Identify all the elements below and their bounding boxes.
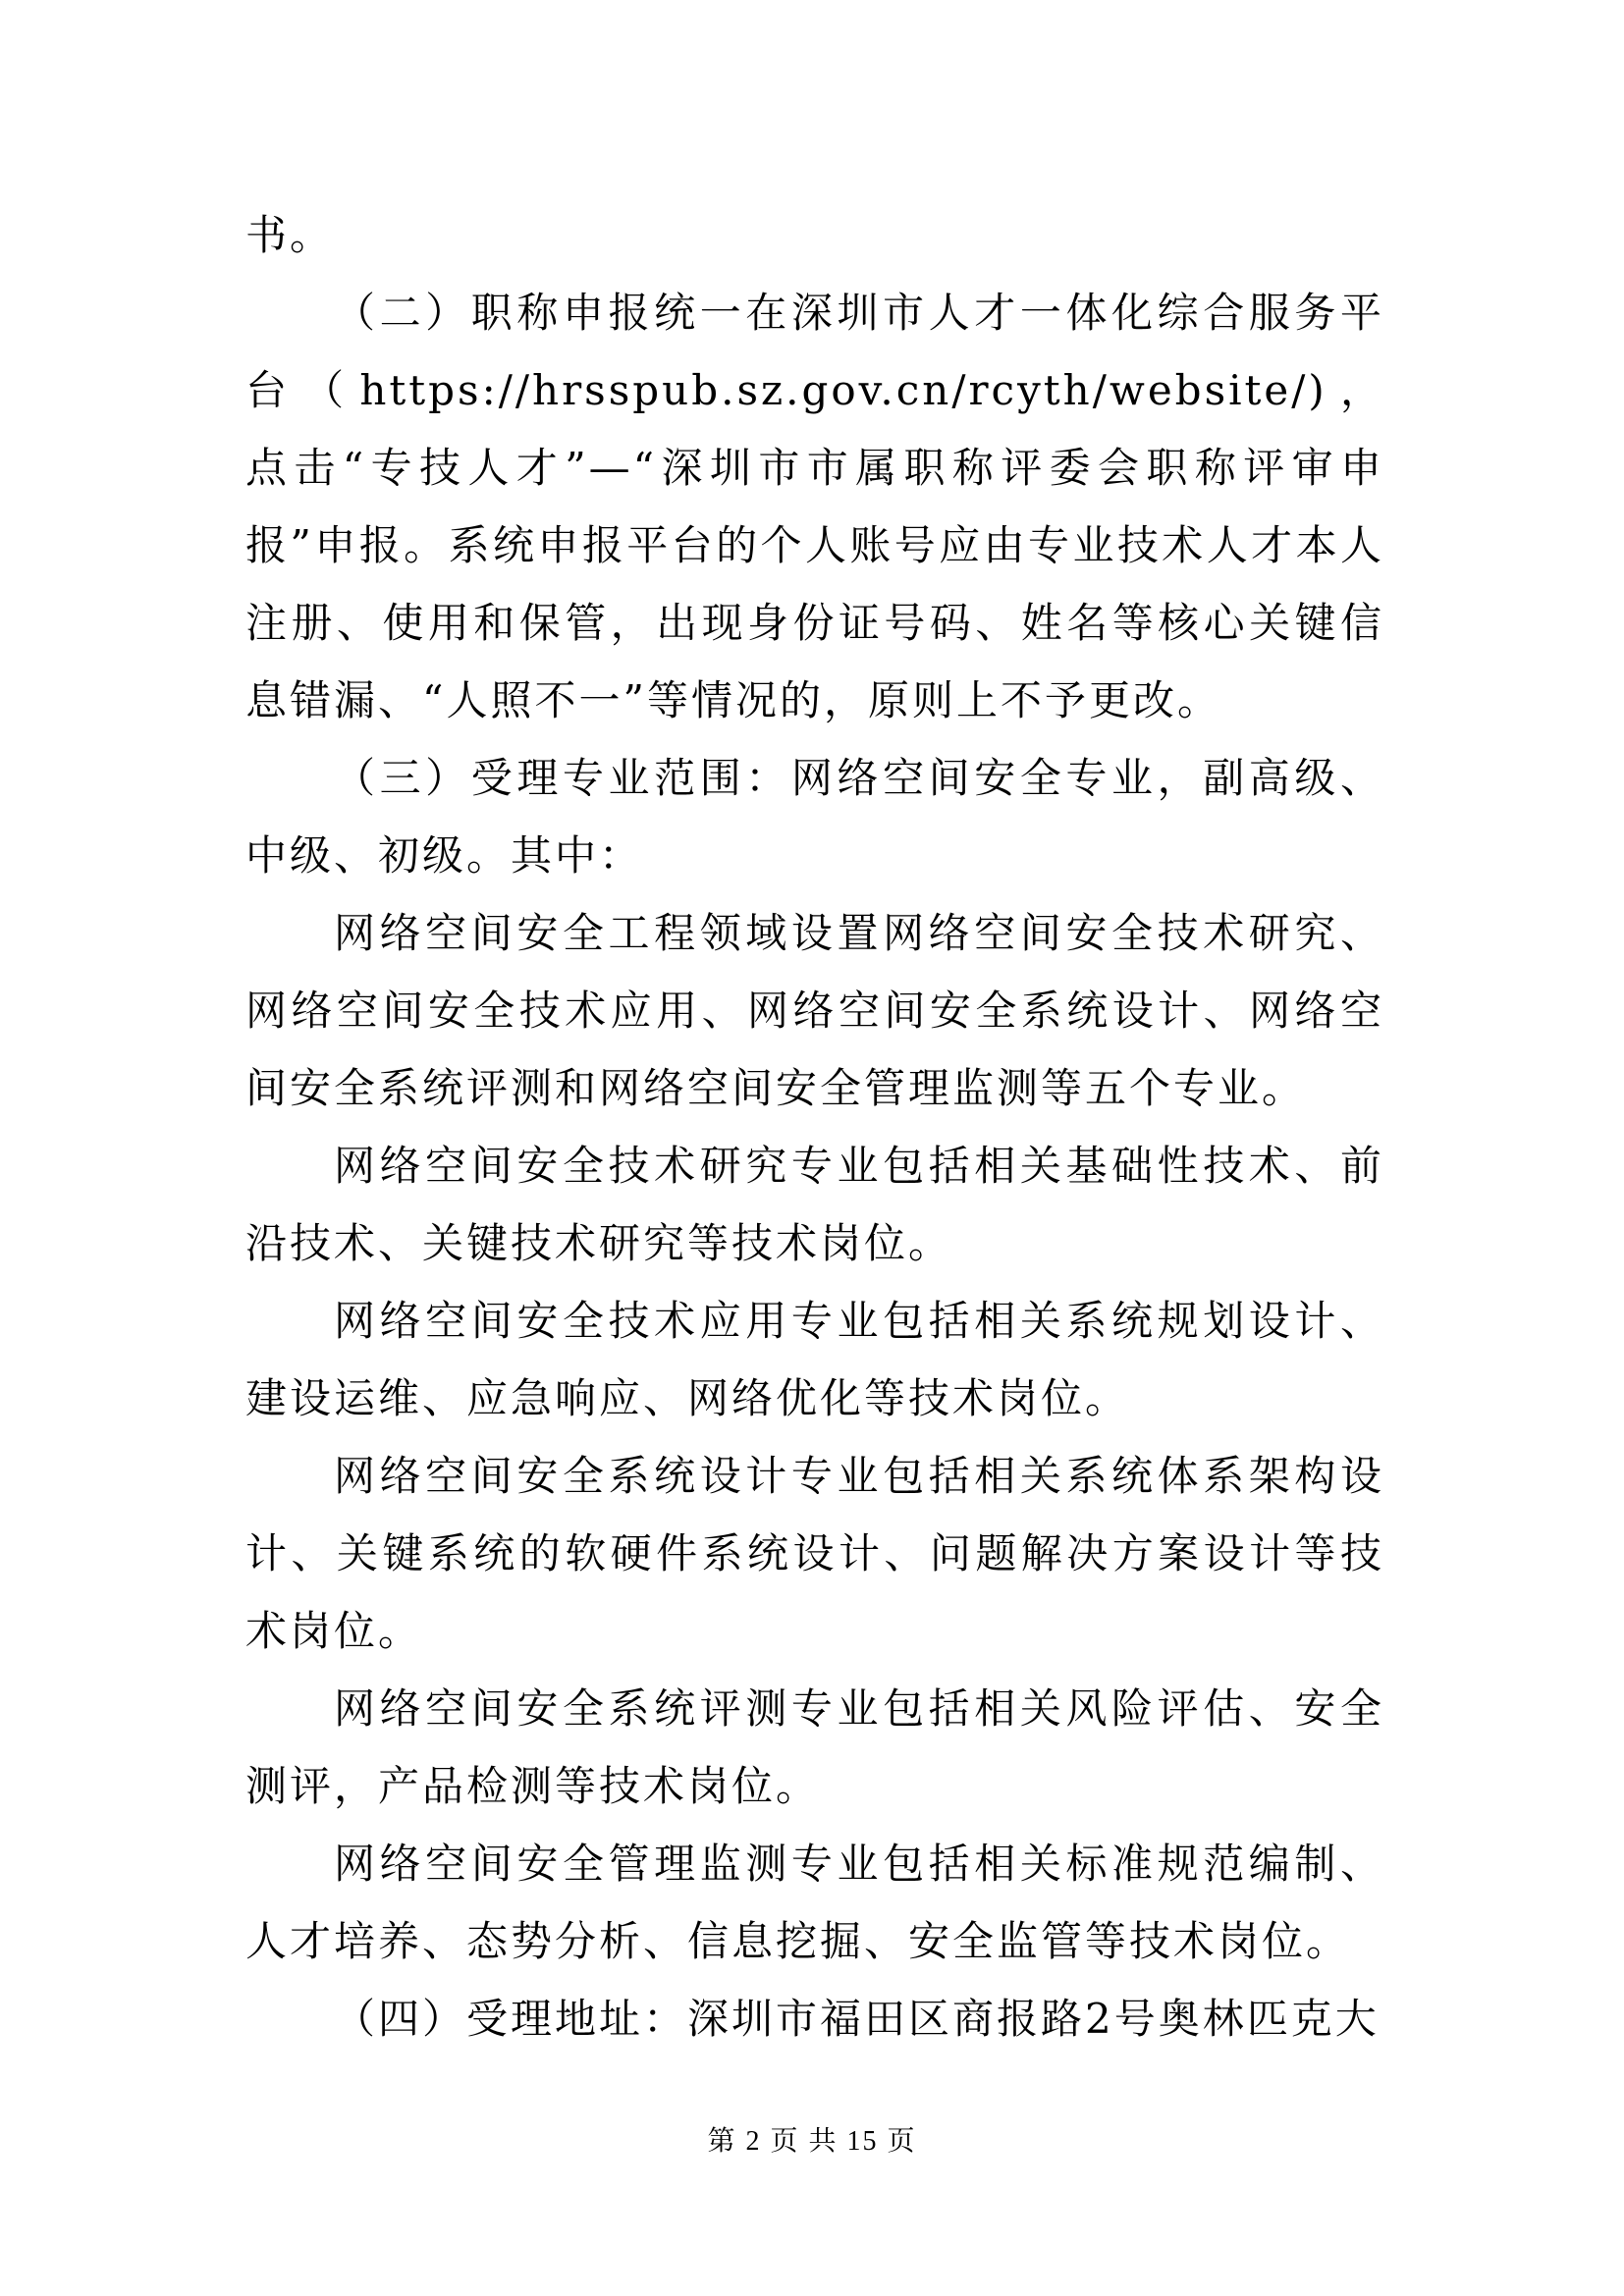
paragraph-application-platform: （二）职称申报统一在深圳市人才一体化综合服务平台（https://hrsspub.sz.gov.cn/rcyth/website/)，点击“专技人才”—“深圳市市属职称评委会职称评审申报”申报。系统申报平台的个人账号应由专业技术人才本人注册、使用和保管，出现身份证号码、姓名等核心关键信息错漏、“人照不一”等情况的，原则上不予更改。	[245, 289, 1384, 724]
paragraph-system-design: 网络空间安全系统设计专业包括相关系统体系架构设计、关键系统的软硬件系统设计、问题解决方案设计等技术岗位。	[245, 1452, 1384, 1655]
document-body	[245, 196, 1384, 2057]
paragraph-tech-application: 网络空间安全技术应用专业包括相关系统规划设计、建设运维、应急响应、网络优化等技术岗位。	[245, 1297, 1384, 1422]
paragraph-tech-research: 网络空间安全技术研究专业包括相关基础性技术、前沿技术、关键技术研究等技术岗位。	[245, 1142, 1384, 1267]
paragraph-accepted-majors: （三）受理专业范围：网络空间安全专业，副高级、中级、初级。其中：	[245, 754, 1384, 880]
paragraph-acceptance-address: （四）受理地址：深圳市福田区商报路2号奥林匹克大	[334, 1995, 1380, 2043]
page-number-footer: 第 2 页 共 15 页	[707, 2126, 917, 2157]
paragraph-management-monitoring: 网络空间安全管理监测专业包括相关标准规范编制、人才培养、态势分析、信息挖掘、安全监管等技术岗位。	[245, 1840, 1384, 1965]
paragraph-continuation: 书。	[245, 211, 335, 259]
paragraph-five-majors: 网络空间安全工程领域设置网络空间安全技术研究、网络空间安全技术应用、网络空间安全系统设计、网络空间安全系统评测和网络空间安全管理监测等五个专业。	[245, 909, 1384, 1112]
paragraph-system-evaluation: 网络空间安全系统评测专业包括相关风险评估、安全测评，产品检测等技术岗位。	[245, 1684, 1384, 1810]
